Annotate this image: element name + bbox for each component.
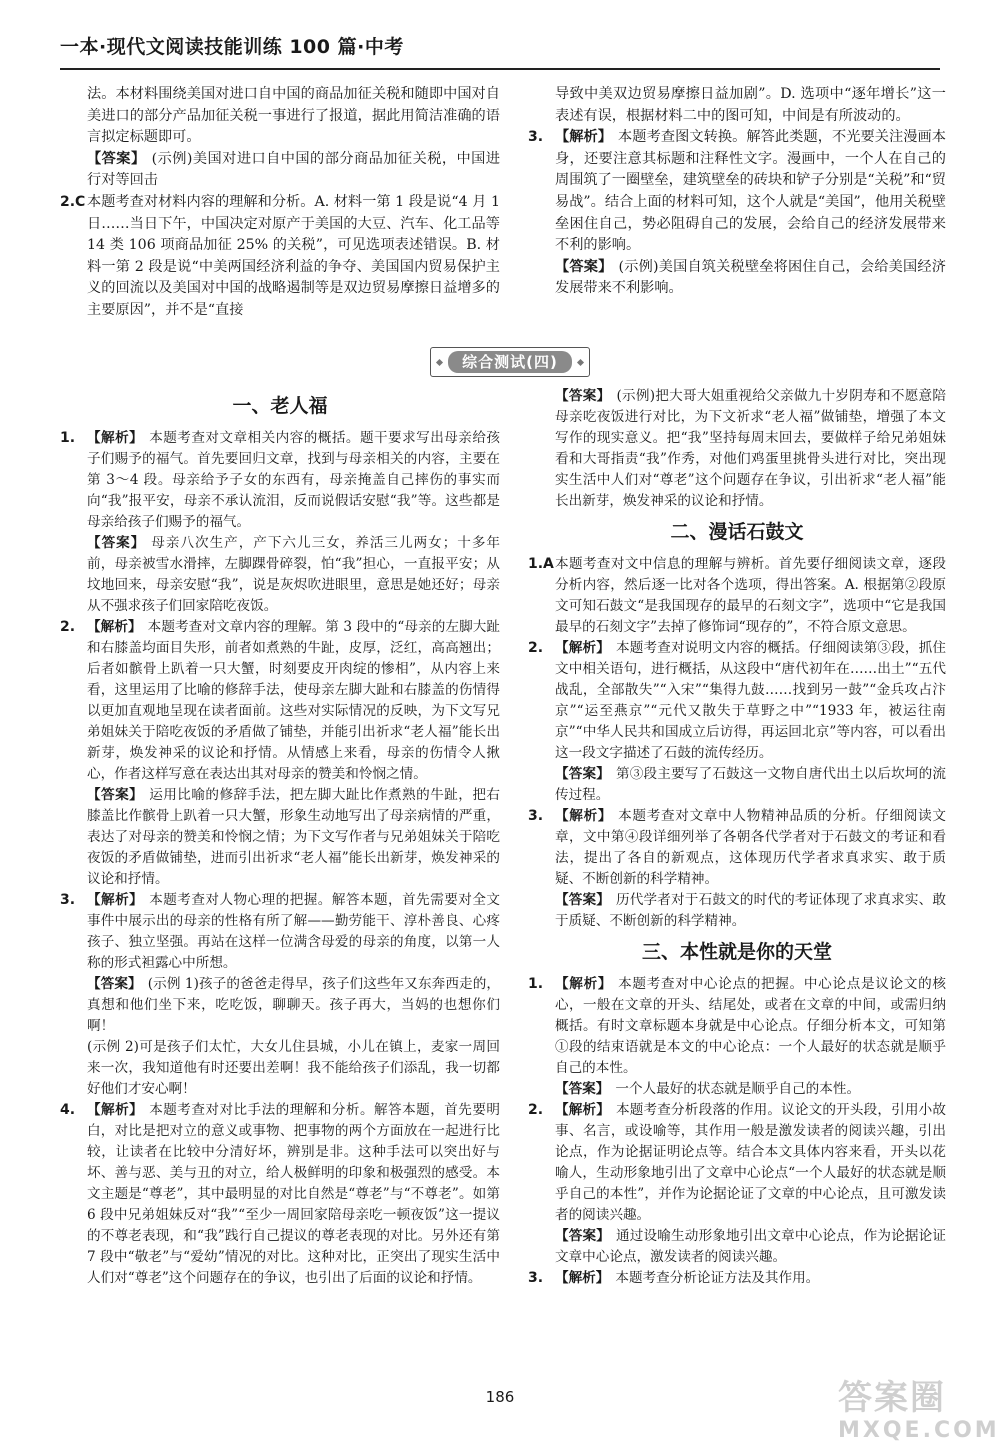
analysis-tag: 【解析】 [87,619,142,635]
left-column [60,386,500,1289]
question-2 [528,1100,946,1226]
question-3 [60,890,500,974]
answer-text: 母亲八次生产，产下六儿三女，养活三儿两女；十多年前，母亲被雪水滑摔，左脚踝骨碎裂，怕“我”担心，一直报平安；从坟地回来，母亲安慰“我”，说是灰烬吹进眼里，意思是她还好；母亲从不强求孩子们回家陪吃夜饭。 [87,535,501,614]
answer-text: 通过设喻生动形象地引出文章中心论点，作为论据论证文章中心论点，激发读者的阅读兴趣。 [555,1228,947,1265]
answer-tag: 【答案】 [555,1228,611,1244]
banner-title: 综合测试(四) [448,351,572,373]
section-title: 三、本性就是你的天堂 [641,941,832,963]
answer-text: (示例)美国对进口自中国的部分商品加征关税，中国进行对等回击 [87,150,500,189]
question-1 [60,428,500,533]
analysis-tag: 【解析】 [555,129,613,146]
answer-tag: 【答案】 [555,1081,610,1097]
analysis-tag: 【解析】 [87,430,144,446]
analysis-text: 本题考查对文章中人物精神品质的分析。仔细阅读文章，文中第④段详细列举了各朝各代学者对于石鼓文的考证和看法，提出了各自的新观点，这体现历代学者求真求实、敢于质疑、不断创新的科学精神。 [555,808,946,887]
analysis-text: 本题考查分析论证方法及其作用。 [615,1270,820,1286]
analysis-text: 本题考查对对比手法的理解和分析。解答本题，首先要明白，对比是把对立的意义或事物、把事物的两个方面放在一起进行比较，让读者在比较中分清好坏，辨别是非。这种手法可以突出好与坏、善与恶、美与丑的对立，给人极鲜明的印象和极强烈的感受。本文主题是“尊老”，其中最明显的对比自然是“尊老”与“不尊老”。如第 6 段中兄弟姐妹反对“我”“至少一周回家陪母亲吃一顿夜饭”这一提议的不尊老表现，和“我”践行自己提议的尊老表现的对比。另外还有第 7 段中“敬老”与“爱幼”情况的对比。这种对比，正突出了现实生活中人们对“尊老”这个问题存在的争议，也引出了后面的议论和抒情。 [87,1102,501,1286]
answer-text: (示例)把大哥大姐重视给父亲做九十岁阴寿和不愿意陪母亲吃夜饭进行对比，为下文祈求“老人福”做铺垫，增强了本文写作的现实意义。把“我”坚持每周末回去，要做样子给兄弟姐妹看和大哥指责“我”作秀，对他们鸡蛋里挑骨头进行对比，突出现实生活中人们对“尊老”这个问题存在争议，引出祈求“老人福”能长出新芽，焕发神采的议论和抒情。 [555,388,947,509]
question-number: 3. [528,129,544,146]
analysis-tag: 【解析】 [555,808,613,824]
analysis-tag: 【解析】 [555,1102,611,1118]
watermark-text: 答案圈 [838,1378,946,1418]
answer-example-2: (示例 2)可是孩子们太忙，大女儿住县城，小儿在镇上，麦家一周回来一次，我知道他有时还要出差啊！我不能给孩子们添乱，我一切都好他们才安心啊！ [87,1039,500,1097]
top-right-column [528,84,946,300]
question-4 [60,1100,500,1289]
watermark-url: MXQE.COM [838,1418,1000,1443]
answer [528,1079,946,1100]
answer-text: 历代学者对于石鼓文的时代的考证体现了求真求实、敢于质疑、不断创新的科学精神。 [555,892,947,929]
question-number: 1. [60,430,76,446]
question-number: 2. [528,1102,544,1118]
analysis-tag: 【解析】 [555,1270,610,1286]
question-1 [528,974,946,1079]
question-number: 3. [528,808,544,824]
question-2 [60,192,500,322]
question-number: 2. [60,619,76,635]
paragraph: 法。本材料围绕美国对进口自中国的商品加征关税和随即中国对自美进口的部分产品加征关税一事进行了报道，据此用简洁准确的语言拟定标题即可。 [87,86,500,146]
section-title: 一、老人福 [232,395,328,417]
question-number: 3. [528,1270,544,1286]
answer-tag: 【答案】 [87,535,146,551]
section-title: 二、漫话石鼓文 [670,521,804,543]
answer [60,974,500,1037]
question-1 [528,554,946,638]
answer [528,1226,946,1268]
analysis-text: 本题考查对文章相关内容的概括。题干要求写出母亲给孩子们赐予的福气。首先要回归文章，找到与母亲相关的内容，主要在第 3～4 段。母亲给予子女的东西有，母亲掩盖自己摔伤的事实而向“我”报平安，母亲不承认流泪，反而说假话安慰“我”等。这些都是母亲给孩子们赐予的福气。 [87,430,501,530]
analysis-text: 本题考查对说明文内容的概括。仔细阅读第③段，抓住文中相关语句，进行概括，从这段中“唐代初年在……出土”“五代战乱，全部散失”“入宋”“集得九鼓……找到另一鼓”“金兵攻占汴京”“运至燕京”“元代又散失于草野之中”“1933 年，被运往南京”“中华人民共和国成立后访得，再运回北京”等内容，可以看出这一段文字描述了石鼓的流传经历。 [555,640,947,761]
analysis-text: 本题考查对人物心理的把握。解答本题，首先需要对全文事件中展示出的母亲的性格有所了解——勤劳能干、淳朴善良、心疼孩子、独立坚强。再站在这样一位满含母爱的母亲的角度，以第一人称的形式袒露心中所想。 [87,892,501,971]
question-2 [60,617,500,785]
answer [60,785,500,890]
question-2 [528,638,946,764]
answer-tag: 【答案】 [555,388,611,404]
answer [528,386,946,512]
answer-tag: 【答案】 [555,892,611,908]
question-number: 1. [528,976,544,992]
answer-text: 一个人最好的状态就是顺乎自己的本性。 [615,1081,861,1097]
analysis-tag: 【解析】 [555,640,611,656]
question-3 [528,806,946,890]
answer-text: (示例)美国自筑关税壁垒将困住自己，会给美国经济发展带来不利影响。 [555,258,946,297]
page-number: 186 [485,1388,515,1406]
answer [528,257,946,300]
diamond-icon [577,358,584,365]
question-text: 本题考查对材料内容的理解和分析。A. 材料一第 1 段是说“4 月 1 日……当日下午，中国决定对原产于美国的大豆、汽车、化工品等 14 类 106 项商品加征 25% 的关税”，可见选项表述错误。B. 材料一第 2 段是说“中美两国经济利益的争夺、美国国内贸易保护主义的回流以及美国对中国的战略遏制等是双边贸易摩擦日益增多的主要原因”，并不是“直接 [87,193,500,318]
answer-text: (示例 1)孩子的爸爸走得早，孩子们这些年又东奔西走的，真想和他们坐下来，吃吃饭，聊聊天。孩子再大，当妈的也想你们啊！ [87,976,500,1034]
book-title: 一本·现代文阅读技能训练 100 篇·中考 [60,36,404,58]
answer-text: 第③段主要写了石鼓这一文物自唐代出土以后坎坷的流传过程。 [555,766,947,803]
question-number: 2. [528,640,544,656]
section-banner [430,347,590,377]
analysis-tag: 【解析】 [555,976,613,992]
analysis-text: 本题考查图文转换。解答此类题，不光要关注漫画本身，还要注意其标题和注释性文字。漫画中，一个人在自己的周围筑了一圈壁垒，建筑壁垒的砖块和铲子分别是“关税”和“贸易战”。结合上面的材料可知，这个人就是“美国”，他用关税壁垒困住自己，势必阻碍自己的发展，会给自己的经济发展带来不利的影响。 [555,129,946,254]
analysis-text: 本题考查对文章内容的理解。第 3 段中的“母亲的左脚大趾和右膝盖均面目失形，前者如煮熟的牛趾，皮厚，泛红，高高翘出；后者如髌骨上趴着一只大蟹，时刻要皮开肉绽的惨相”，从内容上来看，这里运用了比喻的修辞手法，使母亲左脚大趾和右膝盖的伤情得以更加直观地呈现在读者面前。这些对实际情况的反映，为下文写兄弟姐妹关于陪吃夜饭的矛盾做了铺垫，并能引出祈求“老人福”能长出新芽，焕发神采的议论和抒情。从情感上来看，母亲的伤情令人揪心，作者这样写意在表达出其对母亲的赞美和怜悯之情。 [87,619,501,782]
question-3 [528,127,946,257]
diamond-icon [436,358,443,365]
question-number: 4. [60,1102,76,1118]
top-left-column [60,84,500,322]
answer-tag: 【答案】 [87,976,142,992]
answer-tag: 【答案】 [555,258,613,275]
analysis-text: 本题考查对中心论点的把握。中心论点是议论文的核心，一般在文章的开头、结尾处，或者在文章的中间，或需归纳概括。有时文章标题本身就是中心论点。仔细分析本文，可知第①段的结束语就是本文的中心论点：一个人最好的状态就是顺乎自己的本性。 [555,976,946,1076]
answer-tag: 【答案】 [87,787,144,803]
answer [528,764,946,806]
answer-tag: 【答案】 [87,150,146,167]
watermark-logo [838,1378,1000,1450]
right-column [528,386,946,1289]
answer [528,890,946,932]
answer-tag: 【答案】 [555,766,611,782]
analysis-tag: 【解析】 [87,1102,144,1118]
answer [60,533,500,617]
question-text: 本题考查对文中信息的理解与辨析。首先要仔细阅读文章，逐段分析内容，然后逐一比对各个选项，得出答案。A. 根据第②段原文可知石鼓文“是我国现存的最早的石刻文字”，选项中“它是我国最早的石刻文字”去掉了修饰词“现存的”，不符合原文意思。 [555,556,946,635]
question-number: 2.C [60,193,86,210]
question-number: 3. [60,892,76,908]
analysis-text: 本题考查分析段落的作用。议论文的开头段，引用小故事、名言，或设喻等，其作用一般是激发读者的阅读兴趣，引出论点，作为论据证明论点等。结合本文具体内容来看，开头以花喻人，生动形象地引出了文章中心论点“一个人最好的状态就是顺乎自己的本性”，并作为论据论证了文章的中心论点，且可激发读者的阅读兴趣。 [555,1102,947,1223]
answer-text: 运用比喻的修辞手法，把左脚大趾比作煮熟的牛趾，把右膝盖比作髌骨上趴着一只大蟹，形象生动地写出了母亲病情的严重，表达了对母亲的赞美和怜悯之情；为下文写作者与兄弟姐妹关于陪吃夜饭的矛盾做铺垫，进而引出祈求“老人福”能长出新芽，焕发神采的议论和抒情。 [87,787,501,887]
running-header [60,32,940,70]
question-number: 1.A [528,556,554,572]
question-3 [528,1268,946,1289]
paragraph: 导致中美双边贸易摩擦日益加剧”。D. 选项中“逐年增长”这一表述有误，根据材料二中的图可知，中间是有所波动的。 [555,86,946,124]
answer [60,149,500,192]
analysis-tag: 【解析】 [87,892,144,908]
